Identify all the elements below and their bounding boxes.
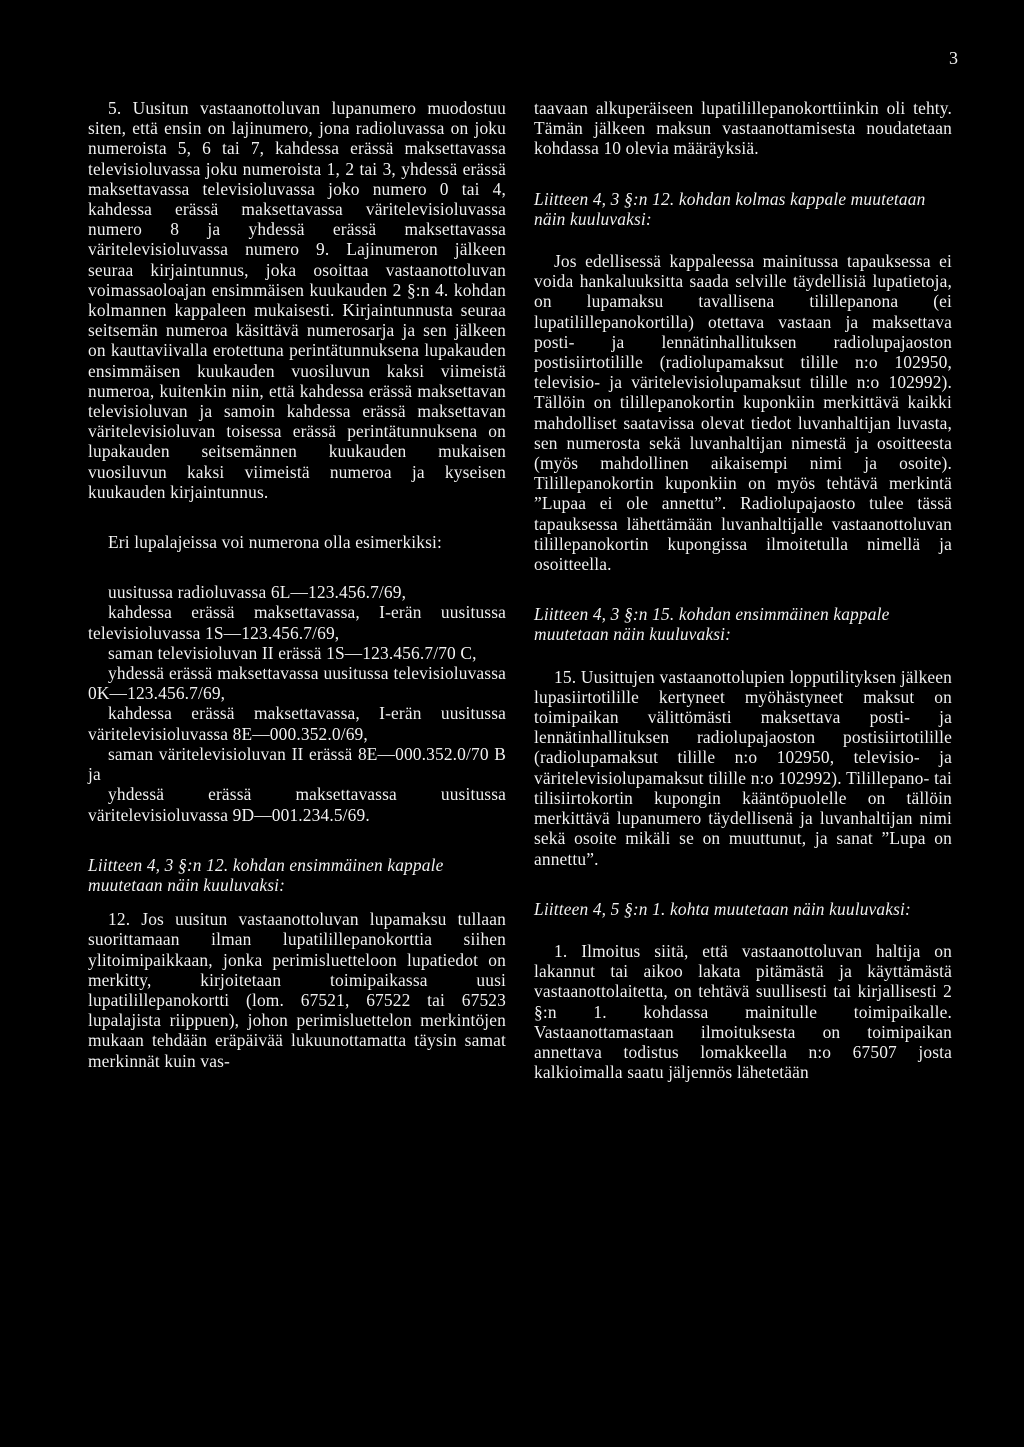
example-item: yhdessä erässä maksettavassa uusitussa televisioluvassa 0K—123.456.7/69, [88,663,506,704]
example-item: kahdessa erässä maksettavassa, I-erän uusitussa televisioluvassa 1S—123.456.7/69, [88,602,506,643]
page-number: 3 [949,48,958,68]
example-item: kahdessa erässä maksettavassa, I-erän uusitussa väritelevisioluvassa 8E—000.352.0/69, [88,703,506,744]
example-item: yhdessä erässä maksettavassa uusitussa väritelevisioluvassa 9D—001.234.5/69. [88,784,506,825]
right-column [534,98,952,1082]
section-heading: Liitteen 4, 3 §:n 12. kohdan ensimmäinen kappale muutetaan näin kuuluvaksi: [88,854,444,895]
paragraph-12: 12. Jos uusitun vastaanottoluvan lupamaksu tullaan suorittamaan ilman lupatilillepanokorttia siihen ylitoimipaikkaan, jonka perimisluetteloon lupatiedot on merkitty, kirjoitetaan toimipaikassa uusi lupatilillepanokortti (lom. 67521, 67522 tai 67523 lupalajista riippuen), johon perimisluettelon merkintöjen mukaan tehdään eräpäivää lukuunottamatta täysin samat merkinnät kuin vas- [88,909,506,1071]
paragraph-15: 15. Uusittujen vastaanottolupien lopputilityksen jälkeen lupasiirtotilille kertyneet myöhästyneet maksut on toimipaikan välittömästi maksettava posti- ja lennätinhallituksen radiolupajaoston postisiirtotilille (radiolupamaksut tilille n:o 102950, televisio- ja väritelevisiolupamaksut tilille n:o 102992). Tilillepano- tai tilisiirtokortin kupongin kääntöpuolelle on tällöin merkittävä lupanumero täydellisenä ja luvanhaltijan nimi sekä osoite mikäli se on muuttunut, ja sanat ”Lupa on annettu”. [534,666,952,869]
section-heading: Liitteen 4, 3 §:n 12. kohdan kolmas kappale muutetaan näin kuuluvaksi: [534,188,926,229]
section-heading: Liitteen 4, 5 §:n 1. kohta muutetaan näin kuuluvaksi: [534,898,911,919]
paragraph-5: 5. Uusitun vastaanottoluvan lupanumero muodostuu siten, että ensin on lajinumero, jona radioluvassa on joku numeroista 5, 6 tai 7, kahdessa erässä maksettavassa televisioluvassa joku numeroista 1, 2 tai 3, yhdessä erässä maksettavassa televisioluvassa joko numero 0 tai 4, kahdessa erässä maksettavassa väritelevisioluvassa numero 8 ja yhdessä erässä maksettavassa väritelevisioluvassa numero 9. Lajinumeron jälkeen seuraa kirjaintunnus, joka osoittaa vastaanottoluvan voimassaoloajan ensimmäisen kuukauden 2 §:n 4. kohdan kolmannen kappaleen mukaisesti. Kirjaintunnusta seuraa seitsemän numeroa käsittävä numerosarja ja sen jälkeen on kauttaviivalla erotettuna perintätunnuksena lupakauden ensimmäisen kuukauden vuosiluvun kaksi viimeistä numeroa, kuitenkin niin, että kahdessa erässä maksettavan televisioluvan ja samoin kahdessa erässä maksettavan väritelevisioluvan toisessa erässä perintätunnuksena on lupakauden seitsemännen kuukauden mukaisen vuosiluvun kaksi viimeistä numeroa ja kyseisen kuukauden kirjaintunnus. [88,98,506,502]
paragraph-5-1: 1. Ilmoitus siitä, että vastaanottoluvan haltija on lakannut tai aikoo lakata pitämästä ja käyttämästä vastaanottolaitetta, on tehtävä suullisesti tai kirjallisesti 2 §:n 1. kohdassa mainitulle toimipaikalle. Vastaanottamastaan ilmoituksesta on toimipaikan annettava todistus lomakkeella n:o 67507 josta kalkioimalla saatu jäljennös lähetetään [534,940,952,1083]
examples-intro: Eri lupalajeissa voi numerona olla esimerkiksi: [108,532,443,553]
left-column [88,98,506,1071]
paragraph-12-third: Jos edellisessä kappaleessa mainitussa tapauksessa ei voida hankaluuksitta saada selville täydellisiä lupatietoja, on lupamaksu tavallisena tilillepanona (ei lupatilillepanokortilla) otettava vastaan ja maksettava posti- ja lennätinhallituksen radiolupajaoston postisiirtotilille (radiolupamaksut tilille n:o 102950, televisio- ja väritelevisiolupamaksut tilille n:o 102992). Tällöin on tilillepanokortin kuponkiin merkittävä kaikki mahdolliset saatavissa olevat tiedot luvanhaltijan luvasta, sen numerosta sekä luvanhaltijan nimestä ja osoitteesta (myös mahdollinen aikaisempi nimi ja osoite). Tilillepanokortin kuponkiin on myös tehtävä merkintä ”Lupaa ei ole annettu”. Radiolupajaosto tulee tässä tapauksessa lähettämään luvanhaltijalle vastaanottoluvan tilillepanokortin kupongissa ilmoitetulla nimellä ja osoitteella. [534,251,952,575]
example-item: saman väritelevisioluvan II erässä 8E—000.352.0/70 B ja [88,743,506,785]
section-heading: Liitteen 4, 3 §:n 15. kohdan ensimmäinen kappale muutetaan näin kuuluvaksi: [534,604,890,645]
examples-list [88,582,506,824]
paragraph-continuation: taavaan alkuperäiseen lupatilillepanokorttiinkin oli tehty. Tämän jälkeen maksun vastaanottamisesta noudatetaan kohdassa 10 olevia määräyksiä. [534,98,952,159]
example-item: uusitussa radioluvassa 6L—123.456.7/69, [108,582,407,603]
example-item: saman televisioluvan II erässä 1S—123.456.7/70 C, [108,642,477,663]
